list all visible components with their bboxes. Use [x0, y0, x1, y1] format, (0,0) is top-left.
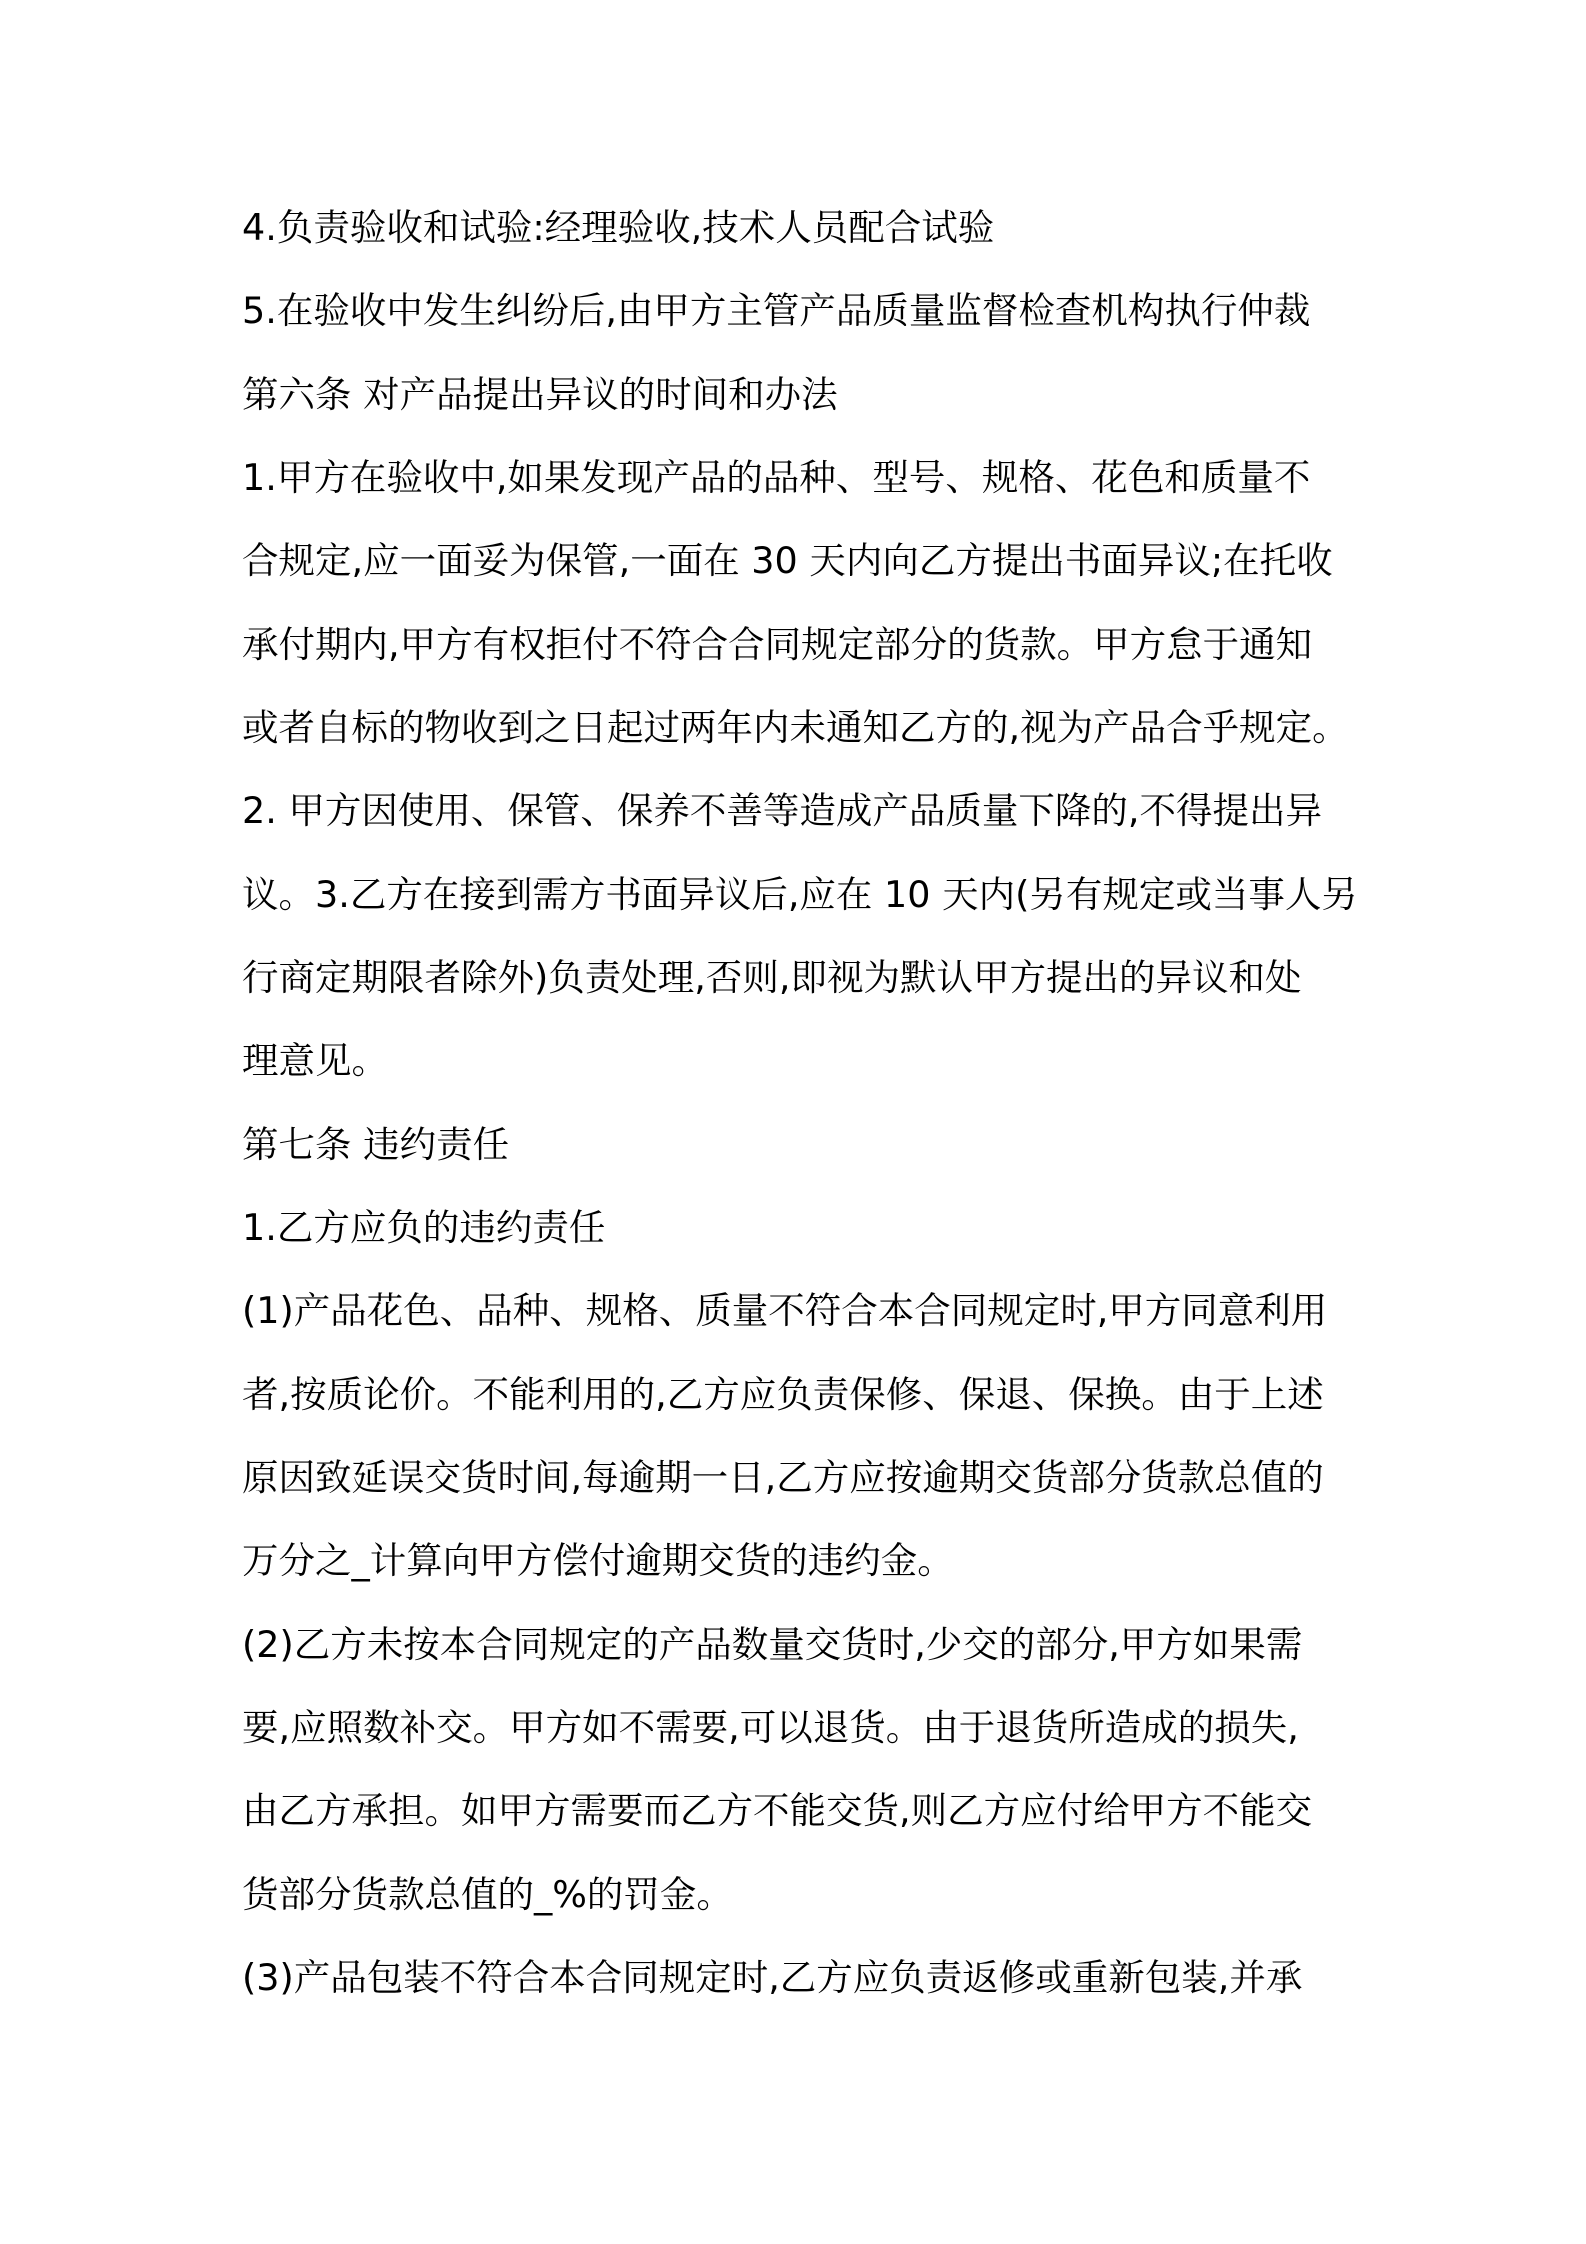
text-line: 理意见。	[242, 1039, 388, 1082]
text-line: 要,应照数补交。甲方如不需要,可以退货。由于退货所造成的损失,	[242, 1706, 1299, 1749]
text-line: 议。3.乙方在接到需方书面异议后,应在 10 天内(另有规定或当事人另	[242, 873, 1358, 916]
text-line: 1.甲方在验收中,如果发现产品的品种、型号、规格、花色和质量不	[242, 456, 1311, 499]
text-line: 者,按质论价。不能利用的,乙方应负责保修、保退、保换。由于上述	[242, 1373, 1324, 1416]
text-line: 承付期内,甲方有权拒付不符合合同规定部分的货款。甲方怠于通知	[242, 623, 1313, 666]
text-line: 行商定期限者除外)负责处理,否则,即视为默认甲方提出的异议和处	[242, 956, 1302, 999]
text-line: (1)产品花色、品种、规格、质量不符合本合同规定时,甲方同意利用	[242, 1289, 1328, 1332]
text-line: 1.乙方应负的违约责任	[242, 1206, 606, 1249]
text-line: 万分之_计算向甲方偿付逾期交货的违约金。	[242, 1539, 954, 1582]
text-line: 4.负责验收和试验:经理验收,技术人员配合试验	[242, 206, 995, 249]
text-line: 合规定,应一面妥为保管,一面在 30 天内向乙方提出书面异议;在托收	[242, 539, 1333, 582]
section-heading: 第六条 对产品提出异议的时间和办法	[242, 373, 838, 416]
text-line: 由乙方承担。如甲方需要而乙方不能交货,则乙方应付给甲方不能交	[242, 1789, 1313, 1832]
text-line: 或者自标的物收到之日起过两年内未通知乙方的,视为产品合乎规定。	[242, 706, 1349, 749]
text-line: 5.在验收中发生纠纷后,由甲方主管产品质量监督检查机构执行仲裁	[242, 289, 1311, 332]
text-line: (2)乙方未按本合同规定的产品数量交货时,少交的部分,甲方如果需	[242, 1623, 1303, 1666]
text-line: (3)产品包装不符合本合同规定时,乙方应负责返修或重新包装,并承	[242, 1956, 1303, 1999]
text-line: 2. 甲方因使用、保管、保养不善等造成产品质量下降的,不得提出异	[242, 789, 1323, 832]
text-line: 原因致延误交货时间,每逾期一日,乙方应按逾期交货部分货款总值的	[242, 1456, 1324, 1499]
section-heading: 第七条 违约责任	[242, 1123, 510, 1166]
text-line: 货部分货款总值的_%的罚金。	[242, 1873, 733, 1916]
